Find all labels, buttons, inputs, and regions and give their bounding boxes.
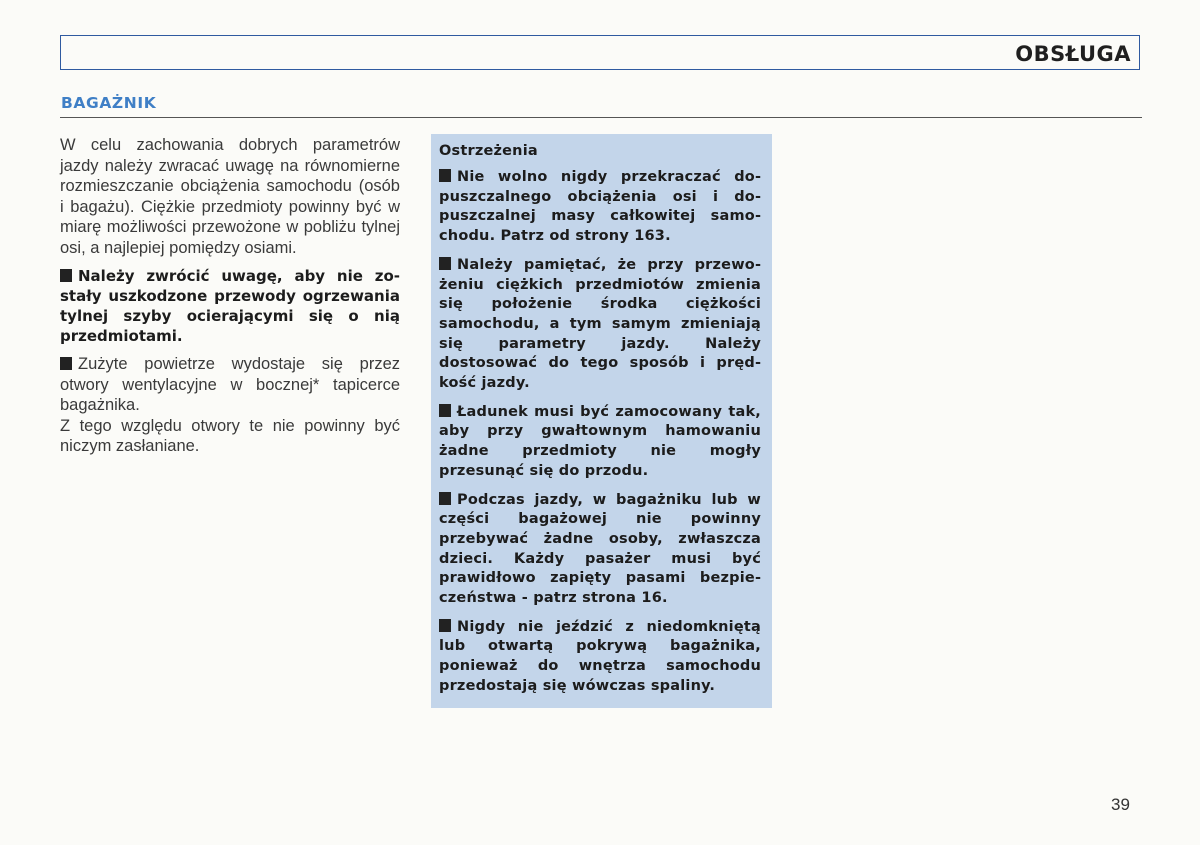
warning-item: Nigdy nie jeździć z niedomkniętą lub otwartą pokrywą bagażnika, ponieważ do wnętrza samochodu przedostają się wówczas spaliny.	[439, 618, 761, 694]
warning-item: Nie wolno nigdy przekraczać dopuszczalnego obciążenia osi i dopuszczalnej masy całkowitej samochodu. Patrz od strony 163.	[439, 169, 761, 245]
bullet-square-icon	[439, 492, 451, 505]
chapter-header	[60, 35, 1140, 70]
warnings-title: Ostrzeżenia	[439, 143, 538, 159]
note-continuation: Z tego względu otwory te nie powinny być niczym zasłaniane.	[60, 416, 400, 455]
bullet-square-icon	[439, 619, 451, 632]
warning-text: Należy zwrócić uwagę, aby nie zostały uszkodzone przewody ogrzewania tylnej szyby ocierającymi się o nią przedmiotami.	[60, 267, 400, 345]
note-paragraph	[60, 354, 400, 416]
bullet-square-icon	[439, 257, 451, 270]
section-title: BAGAŻNIK	[61, 94, 157, 112]
section-divider	[60, 117, 1142, 118]
bullet-square-icon	[439, 404, 451, 417]
warning-paragraph	[60, 266, 400, 346]
bullet-square-icon	[60, 357, 72, 370]
page-number: 39	[1111, 795, 1130, 814]
warning-item: Należy pamiętać, że przy przewożeniu ciężkich przedmiotów zmienia się położenie środka ciężkości samochodu, a tym samym zmieniają się parametry jazdy. Należy dostosować do tego sposób i prędkość jazdy.	[439, 256, 761, 392]
left-column	[60, 135, 400, 465]
bullet-square-icon	[439, 169, 451, 182]
warning-item: Ładunek musi być zamocowany tak, aby przy gwałtownym hamowaniu żadne przedmioty nie mogły przesunąć się do przodu.	[439, 403, 761, 479]
note-text: Zużyte powietrze wydostaje się przez otwory wentylacyjne w bocznej* tapicerce bagażnika.	[60, 355, 400, 414]
warning-item: Podczas jazdy, w bagażniku lub w części bagażowej nie powinny przebywać żadne osoby, zwłaszcza dzieci. Każdy pasażer musi być prawidłowo zapięty pasami bezpieczeństwa - patrz strona 16.	[439, 491, 761, 607]
warnings-box	[431, 134, 772, 708]
bullet-square-icon	[60, 269, 72, 282]
intro-paragraph: W celu zachowania dobrych parametrów jazdy należy zwracać uwagę na równomierne rozmieszczanie obciążenia samochodu (osób i bagażu). Ciężkie przedmioty powinny być w miarę możliwości przewożone w pobliżu tylnej osi, a najlepiej pomiędzy osiami.	[60, 136, 400, 257]
chapter-title: OBSŁUGA	[1015, 42, 1131, 66]
